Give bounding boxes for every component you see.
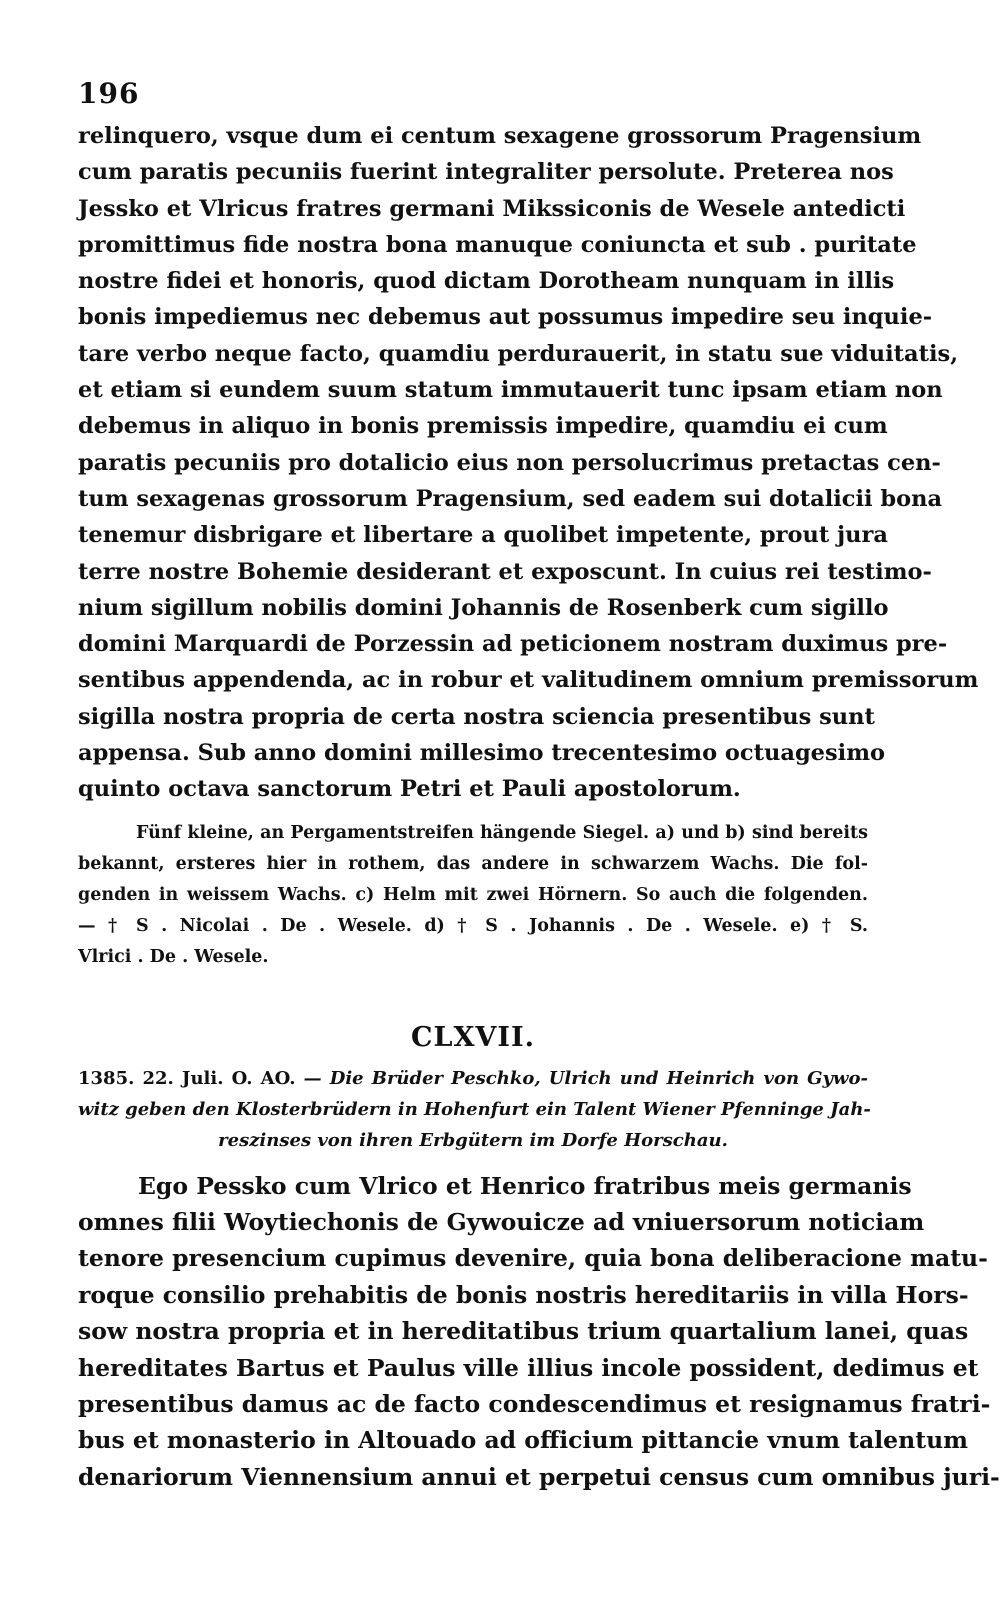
text-line: presentibus damus ac de facto condescendimus et resignamus fratri-: [78, 1389, 991, 1418]
text-line: Jessko et Vlricus fratres germani Mikssiconis de Wesele antedicti: [78, 195, 906, 222]
text-line: tare verbo neque facto, quamdiu perdurauerit, in statu sue viduitatis,: [78, 340, 959, 367]
text-line: roque consilio prehabitis de bonis nostris hereditariis in villa Hors-: [78, 1280, 969, 1309]
text-line: omnes filii Woytiechonis de Gywouicze ad vniuersorum noticiam: [78, 1208, 925, 1237]
regest-heading: [78, 1063, 871, 1156]
page-number: 196: [78, 77, 140, 110]
text-line: bus et monasterio in Altouado ad officium pittancie vnum talentum: [78, 1426, 969, 1455]
text-line: Ego Pessko cum Vlrico et Henrico fratribus meis germanis: [138, 1171, 912, 1200]
text-line: quinto octava sanctorum Petri et Pauli apostolorum.: [78, 776, 741, 803]
regest-line: reszinses von ihren Erbgütern im Dorfe Horschau.: [218, 1129, 728, 1151]
text-line: bonis impediemus nec debemus aut possumus impedire seu inquie-: [78, 304, 933, 331]
text-line: paratis pecuniis pro dotalicio eius non persolucrimus pretactas cen-: [78, 449, 941, 476]
regest-line: witz geben den Klosterbrüdern in Hohenfurt ein Talent Wiener Pfenninge Jah-: [78, 1098, 871, 1120]
text-line: promittimus fide nostra bona manuque coniuncta et sub . puritate: [78, 231, 917, 258]
text-line: cum paratis pecuniis fuerint integraliter persolute. Preterea nos: [78, 159, 894, 186]
text-line: nium sigillum nobilis domini Johannis de Rosenberk cum sigillo: [78, 594, 889, 621]
regest-text: — Die Brüder Peschko, Ulrich und Heinrich von Gywo-: [303, 1067, 868, 1089]
note-line: Fünf kleine, an Pergamentstreifen hängende Siegel. a) und b) sind bereits: [136, 822, 868, 843]
note-line: — † S . Nicolai . De . Wesele. d) † S . Johannis . De . Wesele. e) † S.: [78, 915, 868, 936]
text-line: denariorum Viennensium annui et perpetui census cum omnibus juri-: [78, 1462, 1000, 1491]
text-line: terre nostre Bohemie desiderant et exposcunt. In cuius rei testimo-: [78, 558, 932, 585]
charter-text-continuation: [78, 118, 979, 808]
text-line: tenemur disbrigare et libertare a quolibet impetente, prout jura: [78, 522, 888, 549]
note-line: bekannt, ersteres hier in rothem, das andere in schwarzem Wachs. Die fol-: [78, 853, 868, 874]
text-line: sentibus appendenda, ac in robur et valitudinem omnium premissorum: [78, 667, 979, 694]
text-line: hereditates Bartus et Paulus ville illius incole possident, dedimus et: [78, 1353, 979, 1382]
text-line: tum sexagenas grossorum Pragensium, sed eadem sui dotalicii bona: [78, 485, 943, 512]
charter-text: [78, 1168, 1000, 1496]
text-line: appensa. Sub anno domini millesimo trecentesimo octuagesimo: [78, 740, 886, 767]
text-line: relinquero, vsque dum ei centum sexagene grossorum Pragensium: [78, 123, 922, 149]
note-line: Vlrici . De . Wesele.: [78, 946, 269, 967]
text-line: domini Marquardi de Porzessin ad peticionem nostram duximus pre-: [78, 631, 948, 658]
text-line: sow nostra propria et in hereditatibus trium quartalium lanei, quas: [78, 1317, 969, 1346]
text-line: debemus in aliquo in bonis premissis impedire, quamdiu ei cum: [78, 413, 888, 440]
text-line: sigilla nostra propria de certa nostra sciencia presentibus sunt: [78, 703, 875, 730]
document-number: CLXVII.: [410, 1021, 536, 1053]
regest-date: 1385. 22. Juli. O. AO.: [78, 1067, 296, 1089]
note-line: genden in weissem Wachs. c) Helm mit zwei Hörnern. So auch die folgenden.: [78, 884, 868, 905]
text-line: tenore presencium cupimus devenire, quia bona deliberacione matu-: [78, 1244, 988, 1273]
seal-note: [78, 818, 868, 973]
regest-line: [78, 1063, 868, 1094]
text-line: et etiam si eundem suum statum immutauerit tunc ipsam etiam non: [78, 377, 943, 404]
book-page: [78, 77, 1000, 1578]
text-line: nostre fidei et honoris, quod dictam Dorotheam nunquam in illis: [78, 268, 895, 295]
